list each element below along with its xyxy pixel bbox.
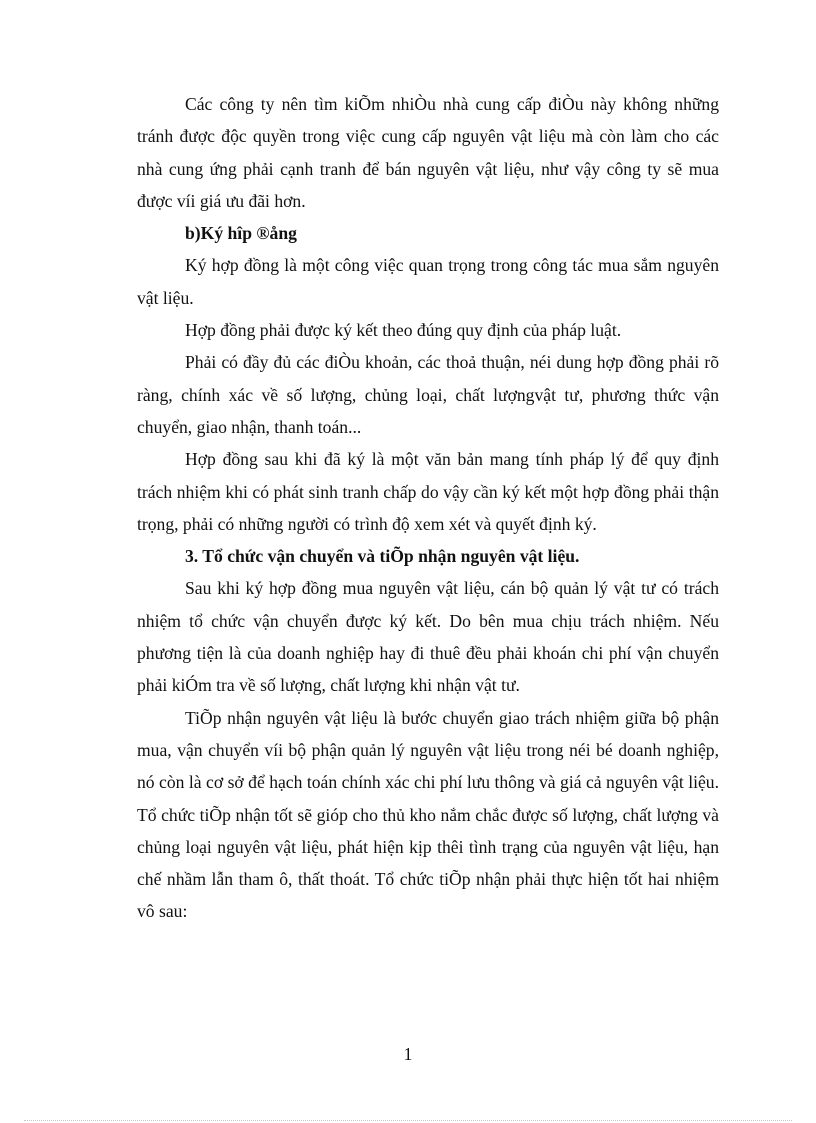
page-number: 1 bbox=[403, 1044, 413, 1064]
paragraph-contract-importance: Ký hợp đồng là một công việc quan trọng trong công tác mua sắm nguyên vật liệu. bbox=[137, 255, 719, 308]
paragraph-supplier-choice: Các công ty nên tìm kiÕm nhiÒu nhà cung cấp điÒu này không những tránh được độc quyền trong việc cung cấp nguyên vật liệu mà còn làm cho các nhà cung ứng phải cạnh tranh để bán nguyên vật liệu, như vậy công ty sẽ mua được víi giá ưu đãi hơn. bbox=[137, 94, 719, 211]
heading-transport-receipt: 3. Tổ chức vận chuyển và tiÕp nhận nguyên vật liệu. bbox=[185, 546, 580, 567]
paragraph-contract-legal: Hợp đồng phải được ký kết theo đúng quy định của pháp luật. bbox=[185, 320, 622, 341]
heading-sign-contract: b)Ký hîp ®ång bbox=[185, 223, 297, 244]
paragraph-transport: Sau khi ký hợp đồng mua nguyên vật liệu, cán bộ quản lý vật tư có trách nhiệm tổ chức vận chuyển được ký kết. Do bên mua chịu trách nhiệm. Nếu phương tiện là của doanh nghiệp hay đi thuê đều phải khoán chi phí vận chuyển phải kiÓm tra về số lượng, chất lượng khi nhận vật tư. bbox=[137, 578, 719, 696]
page-bottom-divider bbox=[24, 1120, 792, 1121]
paragraph-receipt: TiÕp nhận nguyên vật liệu là bước chuyển giao trách nhiệm giữa bộ phận mua, vận chuyển víi bộ phận quản lý nguyên vật liệu trong néi bé doanh nghiệp, nó còn là cơ sở để hạch toán chính xác chi phí lưu thông và giá cả nguyên vật liệu. Tổ chức tiÕp nhận tốt sẽ gióp cho thủ kho nắm chắc được số lượng, chất lượng và chủng loại nguyên vật liệu, phát hiện kịp thêi tình trạng của nguyên vật liệu, hạn chế nhầm lẫn tham ô, thất thoát. Tổ chức tiÕp nhận phải thực hiện tốt hai nhiệm vô sau: bbox=[137, 707, 719, 922]
paragraph-contract-terms: Phải có đầy đủ các điÒu khoản, các thoả thuận, néi dung hợp đồng phải rõ ràng, chính xác về số lượng, chủng loại, chất lượngvật tư, phương thức vận chuyển, giao nhận, thanh toán... bbox=[137, 352, 719, 437]
paragraph-contract-responsibility: Hợp đồng sau khi đã ký là một văn bản mang tính pháp lý để quy định trách nhiệm khi có phát sinh tranh chấp do vậy cần ký kết một hợp đồng phải thận trọng, phải có những người có trình độ xem xét và quyết định ký. bbox=[137, 449, 719, 534]
document-body bbox=[137, 88, 719, 928]
